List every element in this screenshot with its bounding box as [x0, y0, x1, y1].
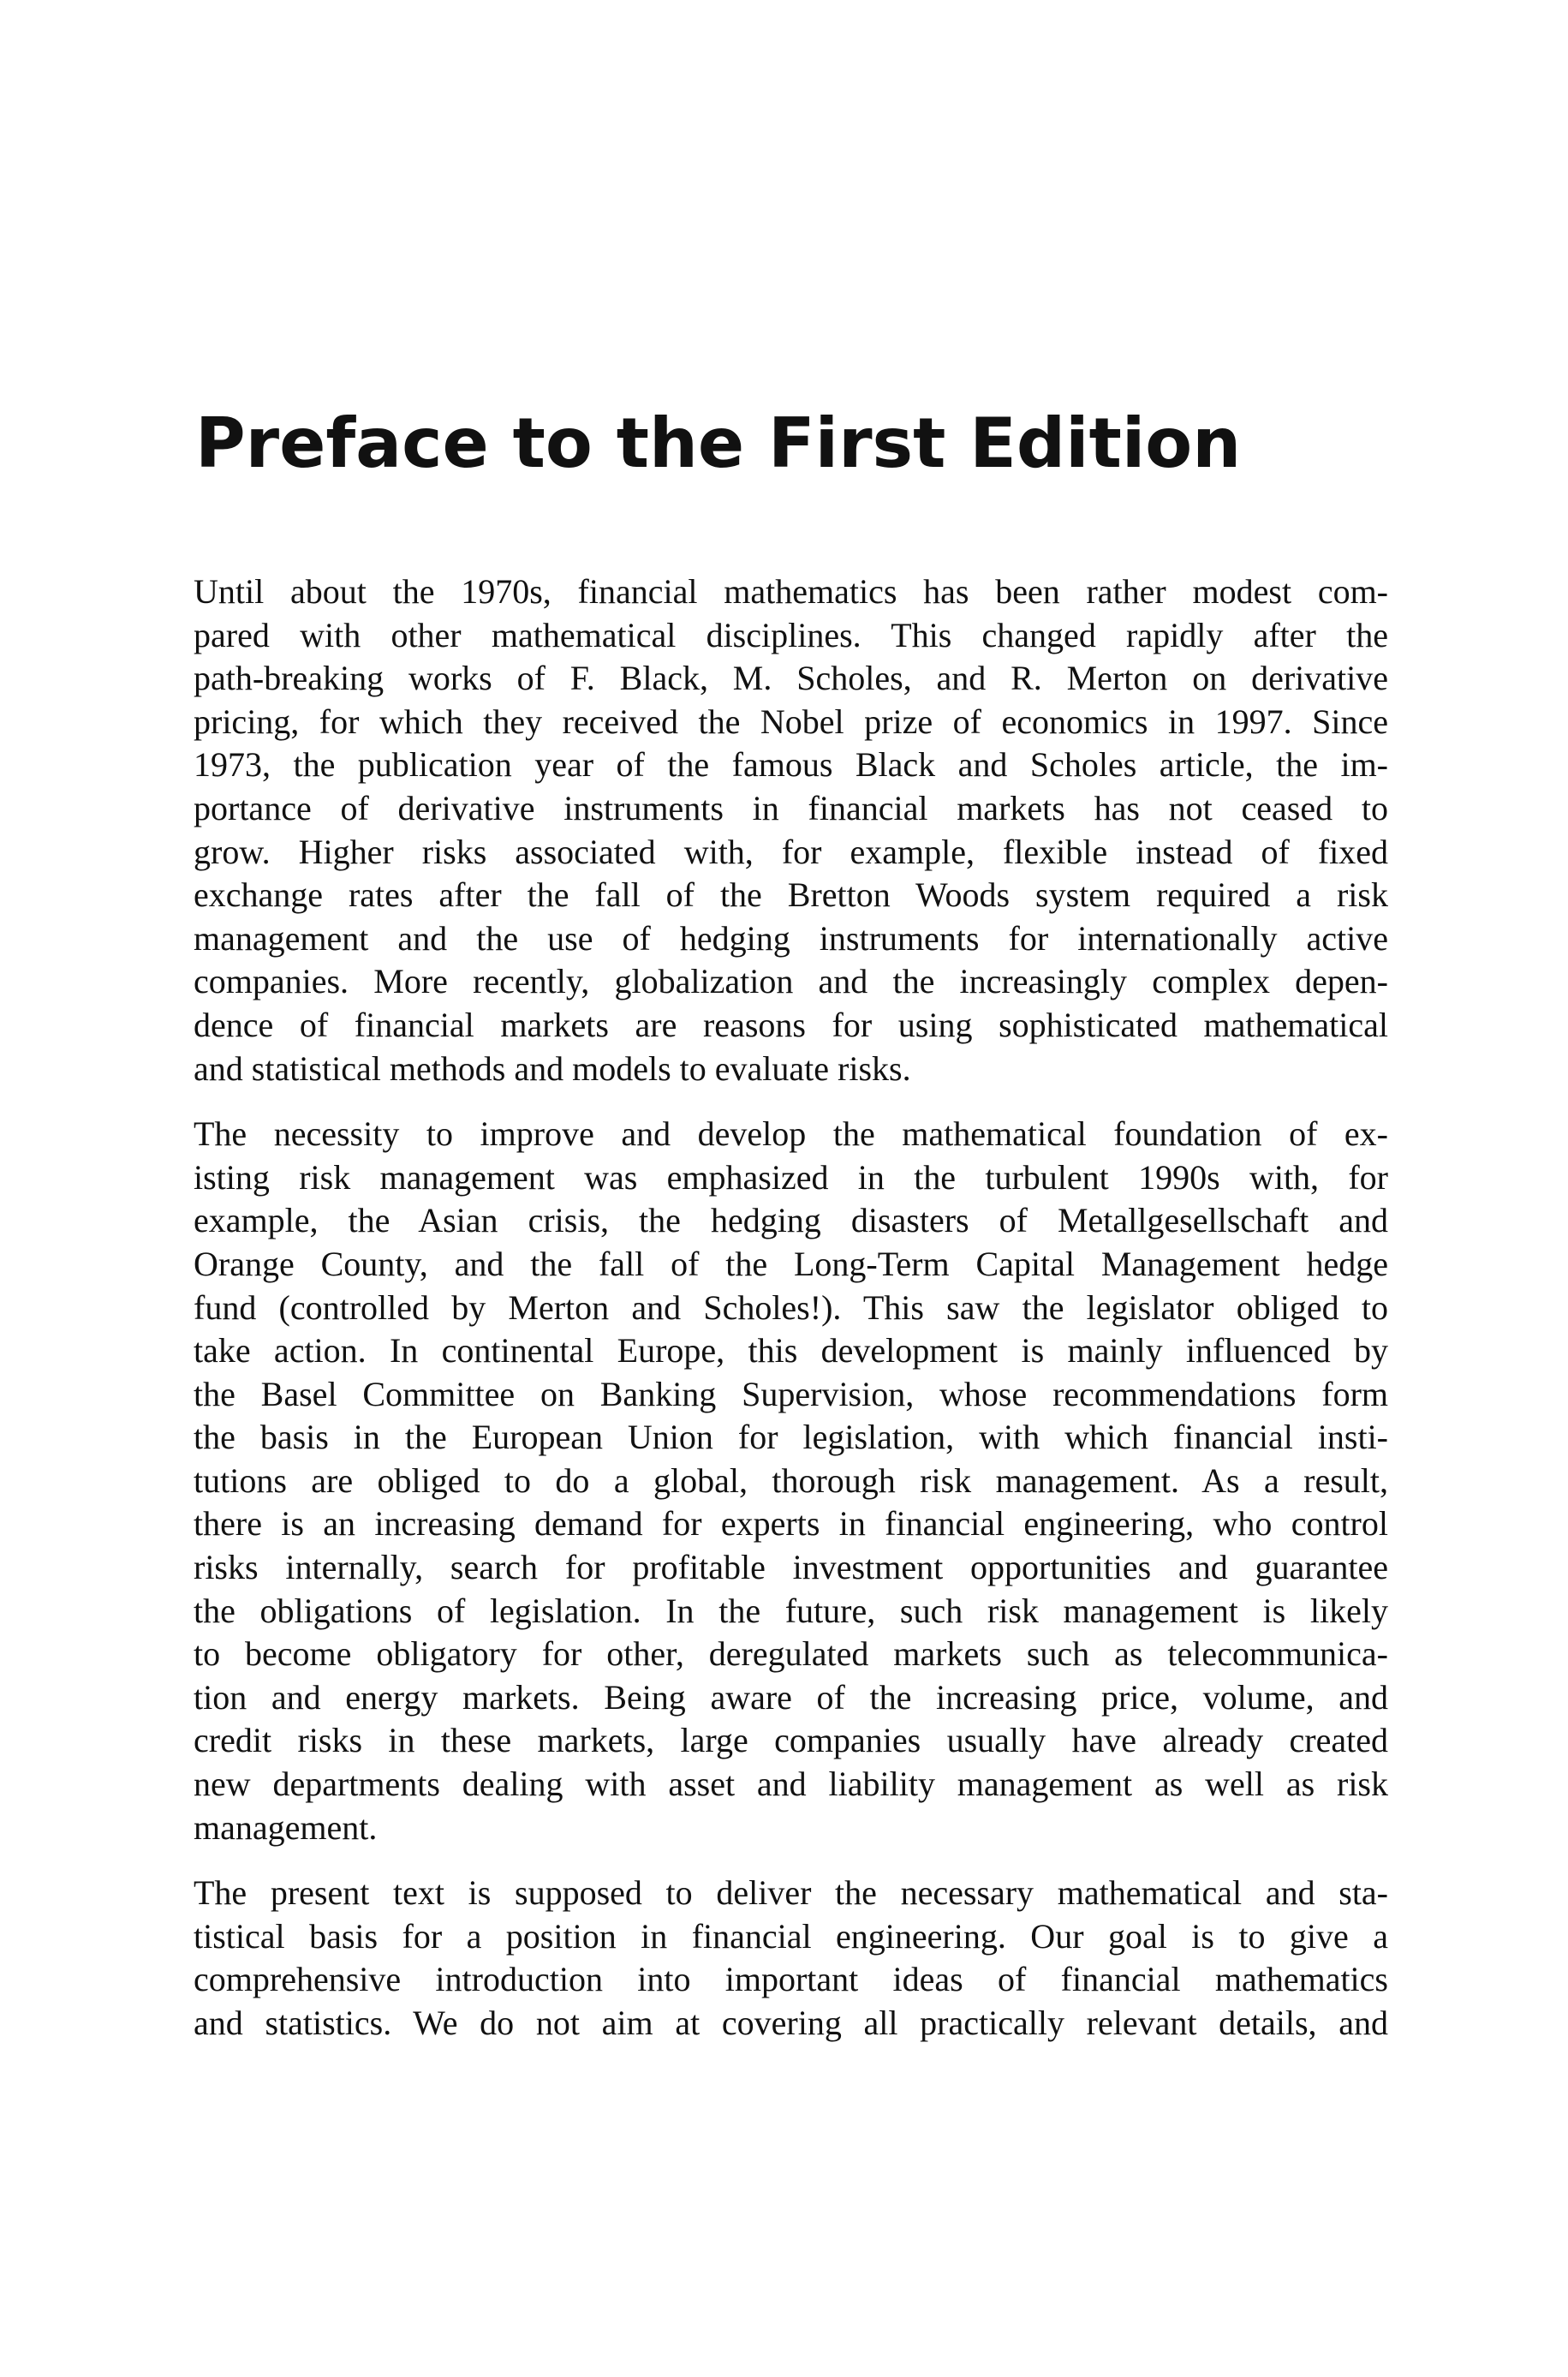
text-line: there is an increasing demand for experts in financial engineering, who control [194, 1504, 1388, 1544]
text-line: exchange rates after the fall of the Bretton Woods system required a risk [194, 875, 1388, 915]
text-line: pared with other mathematical disciplines. This changed rapidly after the [194, 615, 1388, 654]
text-line: portance of derivative instruments in financial markets has not ceased to [194, 788, 1388, 827]
chapter-title: Preface to the First Edition [195, 403, 1242, 483]
text-line: pricing, for which they received the Nobel prize of economics in 1997. Since [194, 702, 1388, 741]
body-text [194, 570, 1388, 2068]
text-line: The necessity to improve and develop the mathematical foundation of ex- [194, 1114, 1388, 1154]
text-line: dence of financial markets are reasons for using sophisticated mathematical [194, 1005, 1388, 1044]
text-line: the obligations of legislation. In the future, such risk management is likely [194, 1591, 1388, 1630]
text-line: path-breaking works of F. Black, M. Scholes, and R. Merton on derivative [194, 659, 1388, 698]
text-line: 1973, the publication year of the famous Black and Scholes article, the im- [194, 745, 1388, 785]
text-line: the basis in the European Union for legislation, with which financial insti- [194, 1418, 1388, 1457]
text-line: Orange County, and the fall of the Long-Term Capital Management hedge [194, 1244, 1388, 1283]
text-line: Until about the 1970s, financial mathematics has been rather modest com- [194, 572, 1388, 611]
paragraph-1 [194, 570, 1388, 1090]
text-line: fund (controlled by Merton and Scholes!). This saw the legislator obliged to [194, 1287, 1388, 1327]
text-line: tion and energy markets. Being aware of the increasing price, volume, and [194, 1677, 1388, 1717]
text-line: and statistics. We do not aim at covering all practically relevant details, and [194, 2004, 1388, 2042]
text-line: management and the use of hedging instruments for internationally active [194, 918, 1388, 958]
text-line: companies. More recently, globalization and the increasingly complex depen- [194, 962, 1388, 1001]
text-line: example, the Asian crisis, the hedging disasters of Metallgesellschaft and [194, 1201, 1388, 1240]
text-line: comprehensive introduction into important ideas of financial mathematics [194, 1960, 1388, 1999]
text-line: the Basel Committee on Banking Supervision, whose recommendations form [194, 1374, 1388, 1413]
text-line: and statistical methods and models to evaluate risks. [194, 1048, 911, 1088]
text-line: grow. Higher risks associated with, for example, flexible instead of fixed [194, 832, 1388, 871]
text-line: The present text is supposed to deliver the necessary mathematical and sta- [194, 1873, 1388, 1913]
text-line: tistical basis for a position in financial engineering. Our goal is to give a [194, 1916, 1388, 1956]
text-line: new departments dealing with asset and liability management as well as risk [194, 1765, 1388, 1804]
text-line: risks internally, search for profitable investment opportunities and guarantee [194, 1548, 1388, 1587]
text-line: to become obligatory for other, deregulated markets such as telecommunica- [194, 1634, 1388, 1674]
text-line: take action. In continental Europe, this development is mainly influenced by [194, 1331, 1388, 1371]
text-line: credit risks in these markets, large companies usually have already created [194, 1721, 1388, 1760]
paragraph-3 [194, 1872, 1388, 2045]
text-line: tutions are obliged to do a global, thorough risk management. As a result, [194, 1460, 1388, 1500]
text-line: isting risk management was emphasized in the turbulent 1990s with, for [194, 1157, 1388, 1197]
paragraph-2 [194, 1113, 1388, 1849]
text-line: management. [194, 1807, 378, 1847]
